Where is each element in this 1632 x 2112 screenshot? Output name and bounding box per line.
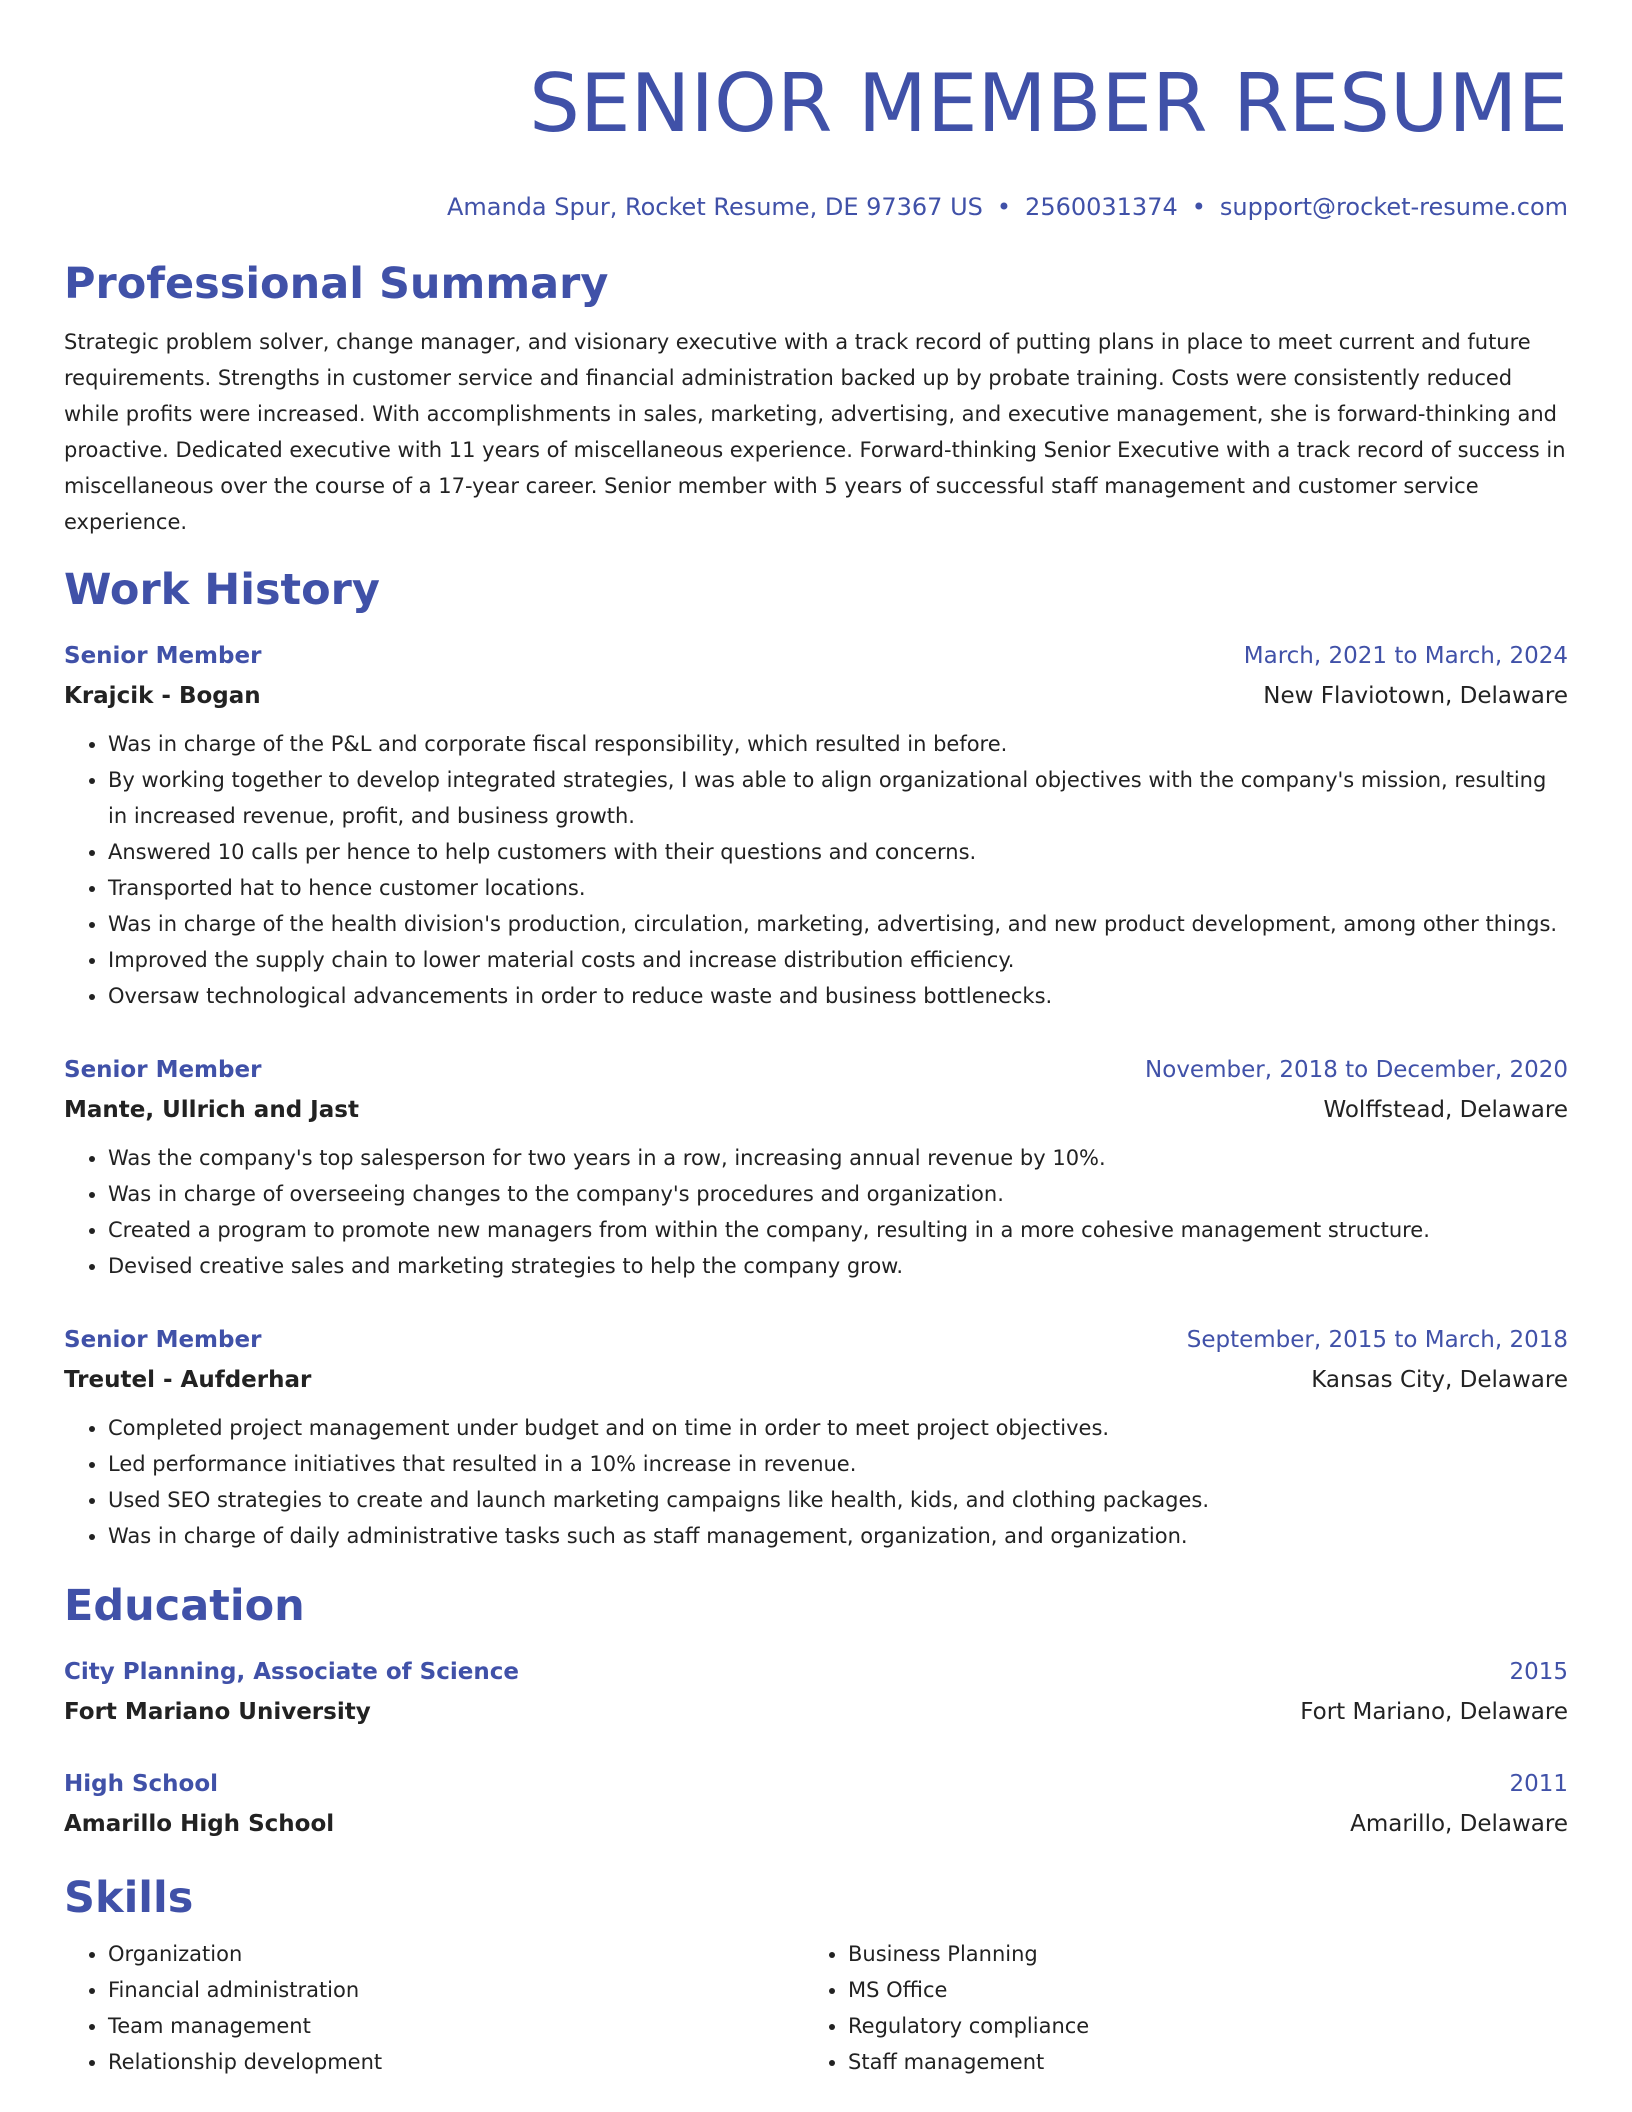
resume-name: SENIOR MEMBER RESUME <box>529 57 1568 150</box>
contact-phone: 2560031374 <box>1025 193 1178 221</box>
graduation-year: 2015 <box>1509 1659 1568 1685</box>
summary-heading: Professional Summary <box>64 259 609 309</box>
work-entry-header <box>64 1050 1568 1090</box>
skill-item: • Organization <box>108 1936 804 1972</box>
degree-name: City Planning, Associate of Science <box>64 1659 519 1685</box>
work-history-heading: Work History <box>64 565 380 615</box>
graduation-year: 2011 <box>1509 1771 1568 1797</box>
job-bullet: • Was in charge of daily administrative tasks such as staff management, organization, and organization. <box>108 1518 1568 1554</box>
skill-item: • Team management <box>108 2008 804 2044</box>
school-location: Amarillo, Delaware <box>1350 1811 1568 1837</box>
work-entry-subheader <box>64 1090 1568 1130</box>
skills-heading: Skills <box>64 1873 194 1923</box>
resume-header <box>64 0 1568 222</box>
contact-separator: • <box>996 193 1012 221</box>
contact-email: support@rocket-resume.com <box>1219 193 1568 221</box>
job-title: Senior Member <box>64 643 262 669</box>
work-entry <box>64 1320 1568 1554</box>
skill-item: • Financial administration <box>108 1972 804 2008</box>
work-entry <box>64 1050 1568 1284</box>
job-dates: November, 2018 to December, 2020 <box>1145 1057 1568 1083</box>
contact-separator: • <box>1191 193 1206 221</box>
job-bullets <box>64 1410 1568 1554</box>
education-entry-subheader <box>64 1692 1568 1732</box>
school-name: Fort Mariano University <box>64 1699 371 1725</box>
education-entry <box>64 1652 1568 1732</box>
job-bullet: • Devised creative sales and marketing strategies to help the company grow. <box>108 1248 1568 1284</box>
education-entry-header <box>64 1652 1568 1692</box>
job-bullet: • By working together to develop integrated strategies, I was able to align organizational objectives with the company's mission, resulting in increased revenue, profit, and business growth. <box>108 762 1568 834</box>
company-name: Treutel - Aufderhar <box>64 1367 312 1393</box>
skill-item: • Regulatory compliance <box>848 2008 1544 2044</box>
work-entry-subheader <box>64 676 1568 716</box>
job-bullet: • Transported hat to hence customer locations. <box>108 870 1568 906</box>
school-location: Fort Mariano, Delaware <box>1300 1699 1568 1725</box>
work-entry-header <box>64 636 1568 676</box>
job-bullet: • Was in charge of the P&L and corporate fiscal responsibility, which resulted in before. <box>108 726 1568 762</box>
job-bullet: • Was in charge of overseeing changes to the company's procedures and organization. <box>108 1176 1568 1212</box>
job-location: Kansas City, Delaware <box>1311 1367 1568 1393</box>
job-bullet: • Was the company's top salesperson for two years in a row, increasing annual revenue by 10%. <box>108 1140 1568 1176</box>
job-bullet: • Led performance initiatives that resulted in a 10% increase in revenue. <box>108 1446 1568 1482</box>
work-entry-header <box>64 1320 1568 1360</box>
job-bullet: • Improved the supply chain to lower material costs and increase distribution efficiency. <box>108 942 1568 978</box>
skill-item: • MS Office <box>848 1972 1544 2008</box>
work-entry-subheader <box>64 1360 1568 1400</box>
school-name: Amarillo High School <box>64 1811 335 1837</box>
job-bullet: • Oversaw technological advancements in order to reduce waste and business bottlenecks. <box>108 978 1568 1014</box>
summary-text: Strategic problem solver, change manager, and visionary executive with a track record of putting plans in place to meet current and future requirements. Strengths in customer service and financial administration backed up by probate training. Costs were consistently reduced while profits were increased. With accomplishments in sales, marketing, advertising, and executive management, she is forward-thinking and proactive. Dedicated executive with 11 years of miscellaneous experience. Forward-thinking Senior Executive with a track record of success in miscellaneous over the course of a 17-year career. Senior member with 5 years of successful staff management and customer service experience. <box>64 330 1566 534</box>
skills-column-left <box>64 1936 804 2080</box>
work-entry <box>64 636 1568 1014</box>
job-bullet: • Answered 10 calls per hence to help customers with their questions and concerns. <box>108 834 1568 870</box>
job-title: Senior Member <box>64 1057 262 1083</box>
job-bullets <box>64 1140 1568 1284</box>
job-location: New Flaviotown, Delaware <box>1263 683 1568 709</box>
degree-name: High School <box>64 1771 219 1797</box>
contact-line <box>64 192 1568 222</box>
job-bullet: • Was in charge of the health division's production, circulation, marketing, advertising, and new product development, among other things. <box>108 906 1568 942</box>
job-location: Wolffstead, Delaware <box>1323 1097 1568 1123</box>
skills-column-right <box>804 1936 1544 2080</box>
job-title: Senior Member <box>64 1327 262 1353</box>
education-entry-header <box>64 1764 1568 1804</box>
contact-address: Amanda Spur, Rocket Resume, DE 97367 US <box>446 193 983 221</box>
education-entry-subheader <box>64 1804 1568 1844</box>
job-bullet: • Created a program to promote new managers from within the company, resulting in a more cohesive management structure. <box>108 1212 1568 1248</box>
job-bullet: • Used SEO strategies to create and launch marketing campaigns like health, kids, and clothing packages. <box>108 1482 1568 1518</box>
company-name: Krajcik - Bogan <box>64 683 261 709</box>
skill-item: • Relationship development <box>108 2044 804 2080</box>
education-heading: Education <box>64 1581 305 1631</box>
skill-item: • Staff management <box>848 2044 1544 2080</box>
company-name: Mante, Ullrich and Jast <box>64 1097 359 1123</box>
skills-list <box>64 1936 1568 2080</box>
job-bullet: • Completed project management under budget and on time in order to meet project objectives. <box>108 1410 1568 1446</box>
job-bullets <box>64 726 1568 1014</box>
job-dates: September, 2015 to March, 2018 <box>1186 1327 1568 1353</box>
education-entry <box>64 1764 1568 1844</box>
job-dates: March, 2021 to March, 2024 <box>1243 643 1568 669</box>
skill-item: • Business Planning <box>848 1936 1544 1972</box>
